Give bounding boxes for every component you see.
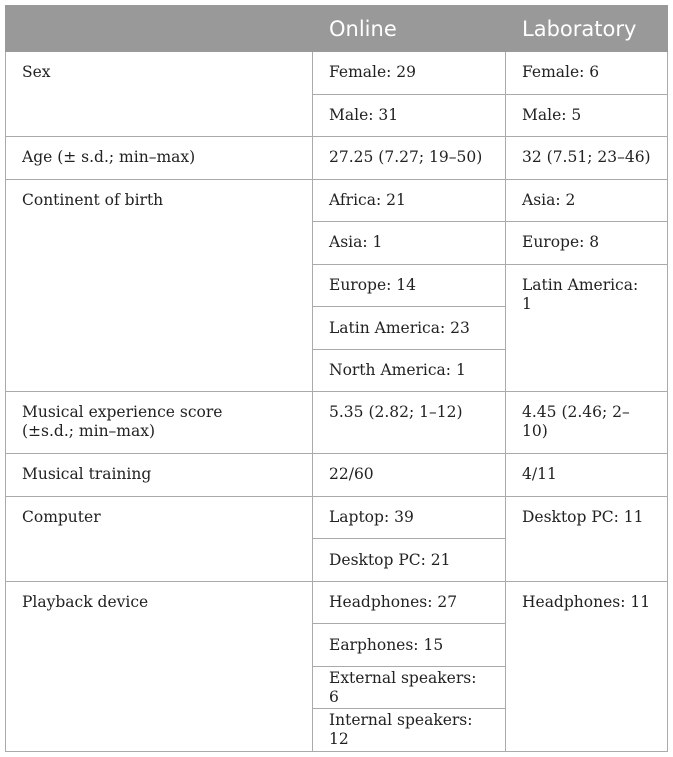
table-row	[6, 392, 668, 454]
cell-lab: Female: 6	[506, 52, 668, 95]
row-label-age: Age (± s.d.; min–max)	[6, 137, 313, 180]
table-row	[6, 454, 668, 497]
header-row	[6, 6, 668, 52]
cell-online: Female: 29	[313, 52, 506, 95]
row-label-continent: Continent of birth	[6, 179, 313, 392]
cell-online: Internal speakers: 12	[313, 709, 506, 752]
table-row	[6, 137, 668, 180]
cell-lab: Desktop PC: 11	[506, 496, 668, 581]
cell-online: 5.35 (2.82; 1–12)	[313, 392, 506, 454]
row-label-musical-experience	[6, 392, 313, 454]
row-label-musical-training: Musical training	[6, 454, 313, 497]
table-row	[6, 52, 668, 95]
header-blank	[6, 6, 313, 52]
row-label-sex: Sex	[6, 52, 313, 137]
cell-online: 27.25 (7.27; 19–50)	[313, 137, 506, 180]
cell-online: Asia: 1	[313, 222, 506, 265]
cell-online: Male: 31	[313, 94, 506, 137]
cell-online: Latin America: 23	[313, 307, 506, 350]
cell-online: Headphones: 27	[313, 581, 506, 624]
cell-online: Laptop: 39	[313, 496, 506, 539]
row-label-playback: Playback device	[6, 581, 313, 751]
cell-lab: Male: 5	[506, 94, 668, 137]
cell-online: Europe: 14	[313, 264, 506, 307]
cell-online: North America: 1	[313, 349, 506, 392]
demographics-table	[5, 5, 668, 752]
cell-lab: Latin America: 1	[506, 264, 668, 392]
cell-online: Desktop PC: 21	[313, 539, 506, 582]
table-row	[6, 179, 668, 222]
label-line-1: Musical experience score	[22, 403, 223, 422]
cell-lab: Headphones: 11	[506, 581, 668, 751]
cell-lab: Europe: 8	[506, 222, 668, 265]
cell-online: Earphones: 15	[313, 624, 506, 667]
header-laboratory: Laboratory	[506, 6, 668, 52]
table-row	[6, 581, 668, 624]
row-label-computer: Computer	[6, 496, 313, 581]
cell-lab: 32 (7.51; 23–46)	[506, 137, 668, 180]
cell-online: Africa: 21	[313, 179, 506, 222]
header-online: Online	[313, 6, 506, 52]
cell-lab: 4/11	[506, 454, 668, 497]
label-line-2: (±s.d.; min–max)	[22, 422, 156, 441]
cell-online: External speakers: 6	[313, 666, 506, 709]
table-row	[6, 496, 668, 539]
cell-lab: Asia: 2	[506, 179, 668, 222]
cell-lab: 4.45 (2.46; 2–10)	[506, 392, 668, 454]
cell-online: 22/60	[313, 454, 506, 497]
